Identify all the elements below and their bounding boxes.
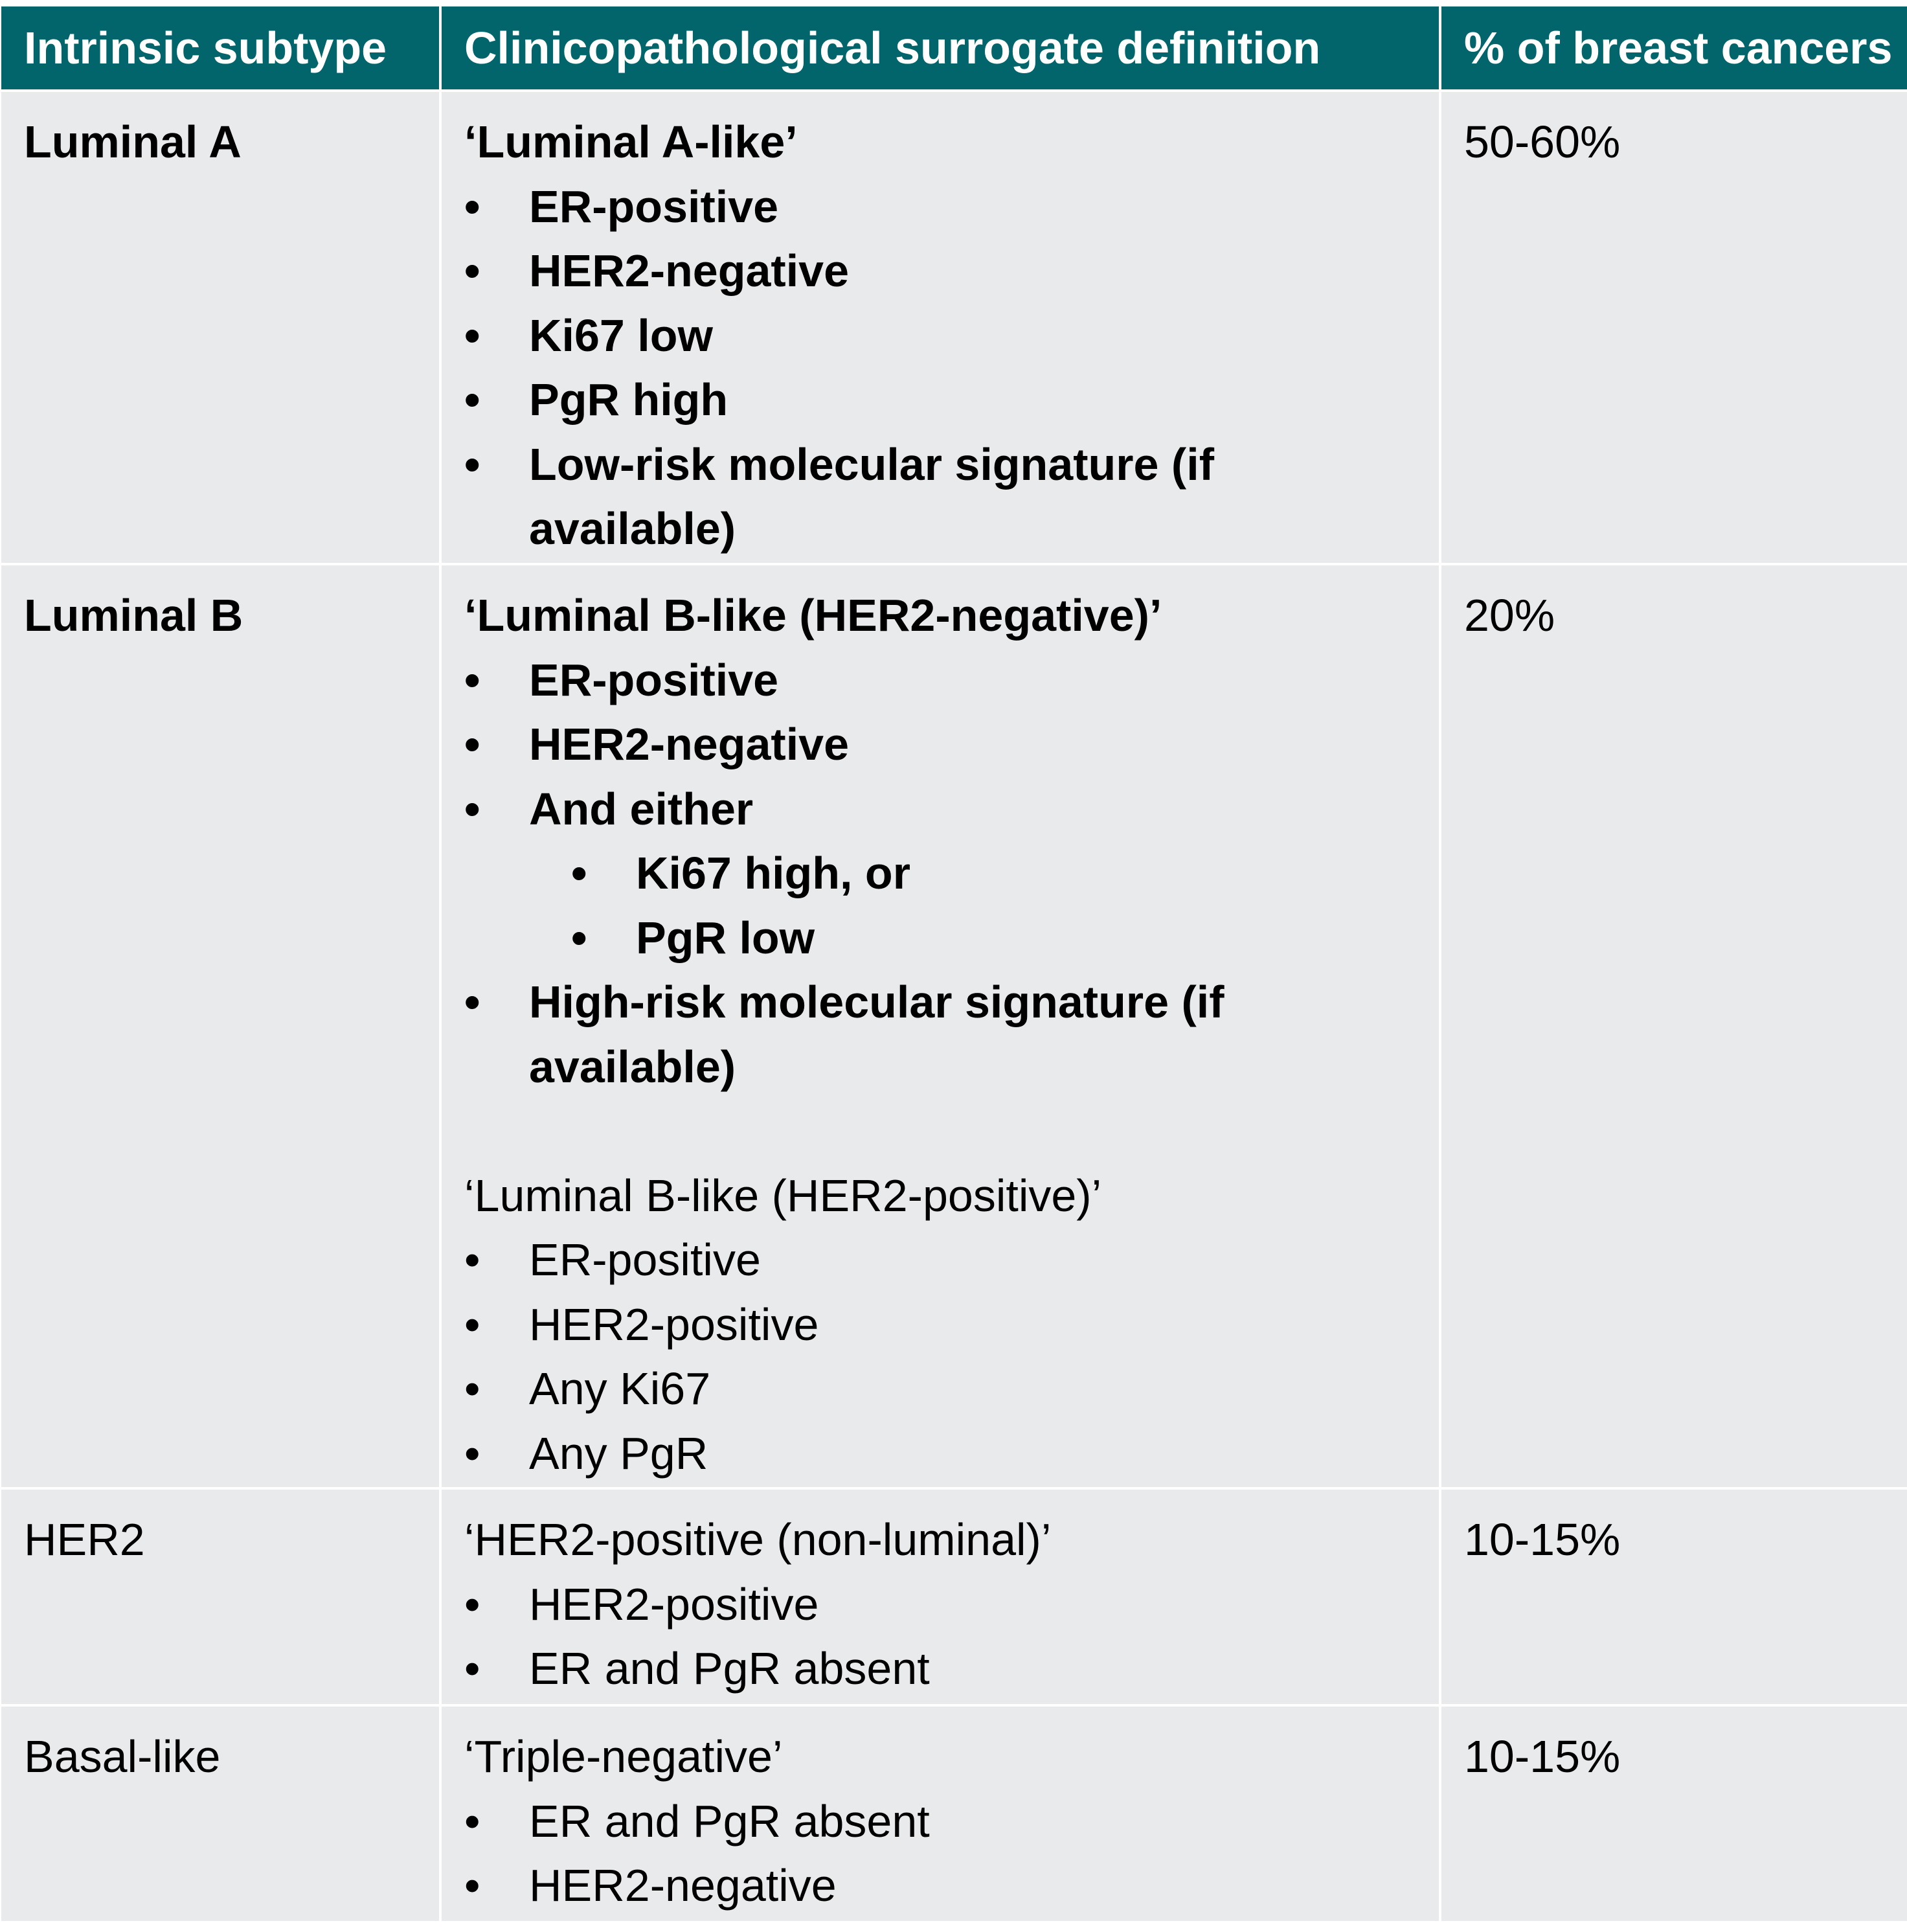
criteria-item: • Any PgR (464, 1422, 1426, 1486)
criteria-item: • ER-positive (464, 648, 1426, 713)
criteria-item: • HER2-positive (464, 1573, 1426, 1637)
percent-cell: 50-60% (1441, 92, 1907, 563)
subtype-cell: Basal-like (1, 1707, 439, 1921)
header-percent-breast-cancers: % of breast cancers (1441, 6, 1907, 89)
definition-title: ‘Luminal A-like’ (464, 117, 798, 167)
group-spacer (464, 1099, 1426, 1164)
definition-title: ‘Luminal B-like (HER2-positive)’ (464, 1170, 1102, 1221)
criteria-list (464, 648, 1426, 1100)
criteria-subitem: • Ki67 high, or (464, 841, 1426, 906)
definition-group (464, 584, 1426, 1099)
criteria-item: • PgR high (464, 368, 1426, 433)
definition-cell (442, 1707, 1439, 1921)
criteria-list (464, 1228, 1426, 1486)
criteria-item: • ER-positive (464, 1228, 1426, 1293)
criteria-list (464, 175, 1426, 562)
criteria-item: • And either (464, 777, 1426, 842)
criteria-item: • Any Ki67 (464, 1357, 1426, 1422)
definition-cell (442, 1490, 1439, 1704)
criteria-item: • ER-positive (464, 175, 1426, 240)
subtype-cell: Luminal B (1, 565, 439, 1487)
subtype-table (1, 6, 1906, 1921)
criteria-item: • Low-risk molecular signature (if available) (464, 433, 1241, 562)
subtype-cell: Luminal A (1, 92, 439, 563)
criteria-item: • HER2-positive (464, 1293, 1426, 1358)
subtype-cell: HER2 (1, 1490, 439, 1704)
criteria-list (464, 1573, 1426, 1701)
definition-cell (442, 92, 1439, 563)
percent-cell: 20% (1441, 565, 1907, 1487)
criteria-item: • HER2-negative (464, 712, 1426, 777)
criteria-subitem: • PgR low (464, 906, 1426, 971)
criteria-item: • HER2-negative (464, 1854, 1426, 1918)
criteria-item: • HER2-negative (464, 239, 1426, 304)
header-surrogate-definition: Clinicopathological surrogate definition (442, 6, 1439, 89)
criteria-item: • ER and PgR absent (464, 1637, 1426, 1701)
criteria-item: • Ki67 low (464, 304, 1426, 369)
definition-cell (442, 565, 1439, 1487)
percent-cell: 10-15% (1441, 1490, 1907, 1704)
definition-title: ‘Triple-negative’ (464, 1731, 783, 1782)
definition-title: ‘HER2-positive (non-luminal)’ (464, 1514, 1052, 1565)
header-intrinsic-subtype: Intrinsic subtype (1, 6, 439, 89)
criteria-list (464, 1790, 1426, 1918)
definition-group (464, 1164, 1426, 1486)
definition-title: ‘Luminal B-like (HER2-negative)’ (464, 590, 1162, 641)
criteria-item: • High-risk molecular signature (if available) (464, 970, 1241, 1099)
criteria-item: • ER and PgR absent (464, 1790, 1426, 1854)
percent-cell: 10-15% (1441, 1707, 1907, 1921)
